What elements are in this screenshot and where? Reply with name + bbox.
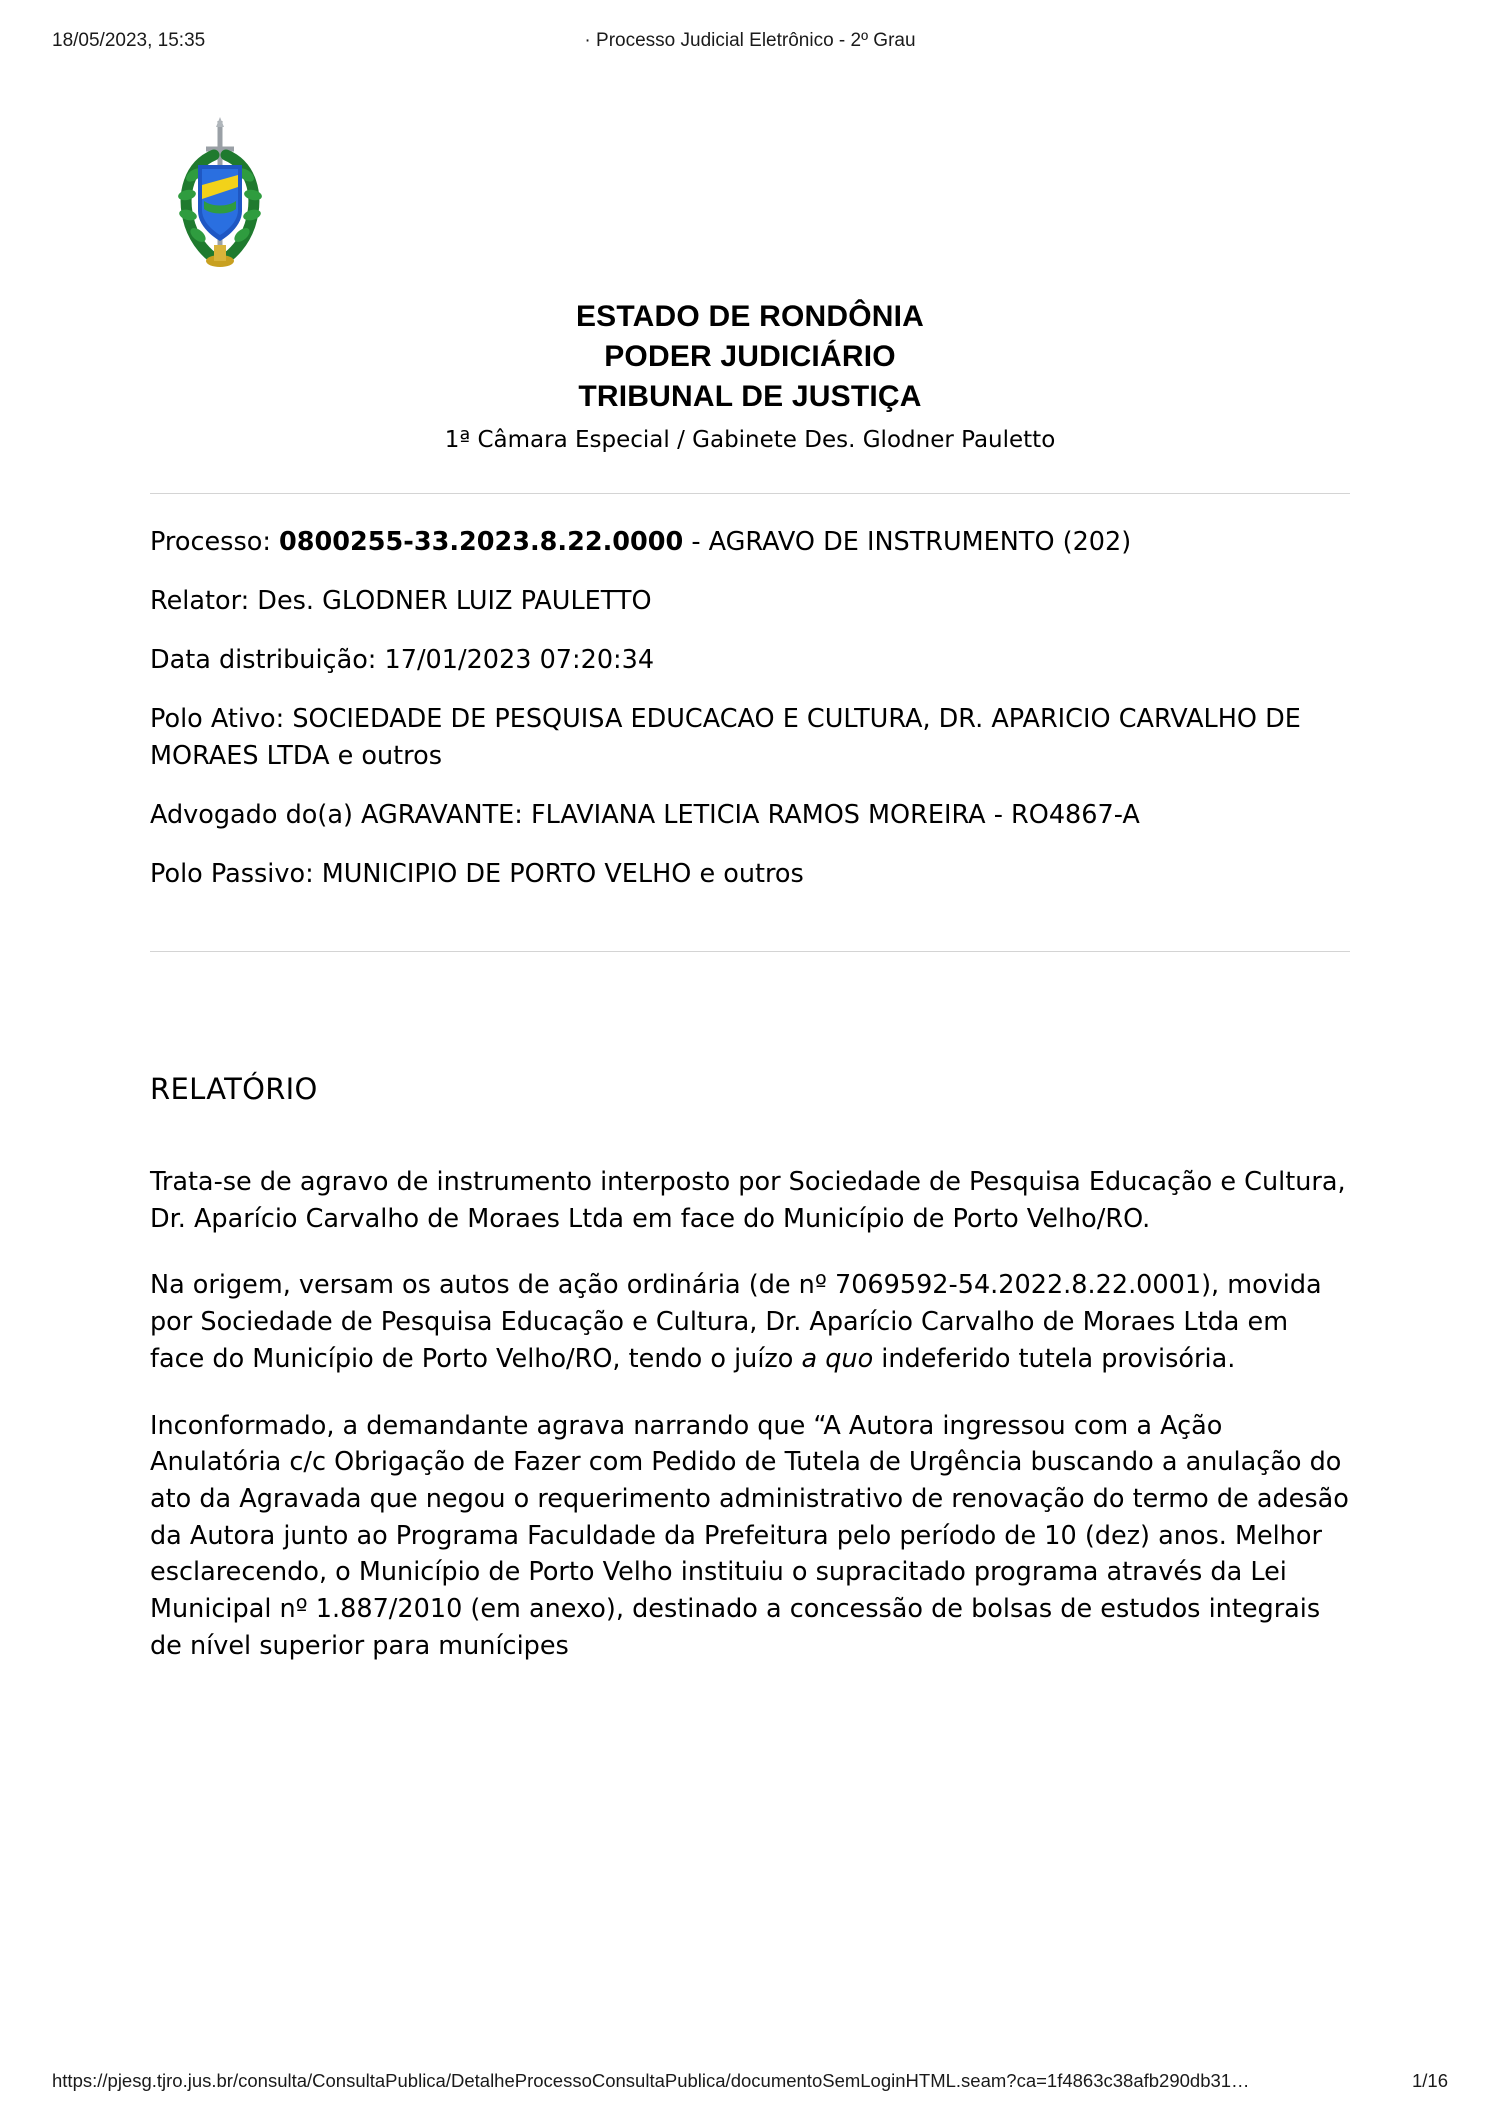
case-relator: Relator: Des. GLODNER LUIZ PAULETTO (150, 586, 652, 617)
case-process-label: Processo: (150, 527, 280, 558)
case-metadata (150, 524, 1350, 893)
report-paragraph-3-lead: Inconformado, a demandante agrava narrando que “ (150, 1410, 824, 1441)
report-paragraph-2-part2: indeferido tutela provisória. (873, 1343, 1236, 1374)
case-distribution-date: Data distribuição: 17/01/2023 07:20:34 (150, 645, 655, 676)
report-paragraph-1: Trata-se de agravo de instrumento interposto por Sociedade de Pesquisa Educação e Cultura, Dr. Aparício Carvalho de Moraes Ltda em face do Município de Porto Velho/RO. (150, 1166, 1346, 1234)
report-paragraph-3-intro (150, 1408, 1350, 1665)
court-name: TRIBUNAL DE JUSTIÇA (578, 379, 922, 413)
section-title-relatorio: RELATÓRIO (150, 1071, 318, 1106)
case-process-line (150, 524, 1350, 561)
case-process-suffix: - AGRAVO DE INSTRUMENTO (202) (683, 527, 1132, 558)
court-power: PODER JUDICIÁRIO (604, 339, 896, 373)
case-polo-ativo: Polo Ativo: SOCIEDADE DE PESQUISA EDUCACAO E CULTURA, DR. APARICIO CARVALHO DE MORAES LTDA e outros (150, 704, 1301, 772)
court-heading (150, 297, 1350, 457)
report-paragraph-2 (150, 1267, 1350, 1377)
court-chamber: 1ª Câmara Especial / Gabinete Des. Glodner Pauletto (444, 426, 1056, 453)
case-polo-passivo: Polo Passivo: MUNICIPIO DE PORTO VELHO e outros (150, 858, 804, 889)
case-process-number: 0800255-33.2023.8.22.0000 (279, 527, 684, 558)
print-header (0, 30, 1500, 54)
report-paragraph-2-part1: Na origem, versam os autos de ação ordinária (de nº 7069592-54.2022.8.22.0001), movida por Sociedade de Pesquisa Educação e Cultura, Dr. Aparício Carvalho de Moraes Ltda em face do Município de Porto Velho/RO, tendo o juízo (150, 1270, 1322, 1374)
court-state: ESTADO DE RONDÔNIA (575, 300, 925, 333)
coat-of-arms-icon (150, 115, 290, 275)
document-content (150, 100, 1350, 1695)
divider-bottom (150, 951, 1350, 952)
report-body (150, 1164, 1350, 1665)
case-advogado: Advogado do(a) AGRAVANTE: FLAVIANA LETICIA RAMOS MOREIRA - RO4867-A (150, 800, 1140, 831)
print-footer-page: 1/16 (1411, 2070, 1448, 2091)
divider-top (150, 493, 1350, 494)
print-footer (0, 2070, 1500, 2096)
report-paragraph-3-quote: A Autora ingressou com a Ação Anulatória c/c Obrigação de Fazer com Pedido de Tutela de Urgência buscando a anulação do ato da Agravada que negou o requerimento administrativo de renovação do termo de adesão da Autora junto ao Programa Faculdade da Prefeitura pelo período de 10 (dez) anos. Melhor esclarecendo, o Município de Porto Velho instituiu o supracitado programa através da Lei Municipal nº 1.887/2010 (em anexo), destinado a concessão de bolsas de estudos integrais de nível superior para munícipes (150, 1410, 1349, 1661)
report-paragraph-2-italic: a quo (801, 1343, 874, 1374)
print-header-date: 18/05/2023, 15:35 (52, 30, 206, 51)
print-footer-url: https://pjesg.tjro.jus.br/consulta/ConsultaPublica/DetalheProcessoConsultaPublica/documentoSemLoginHTML.seam?ca=1f4863c38afb290db31… (52, 2070, 1250, 2091)
print-header-title: · Processo Judicial Eletrônico - 2º Grau (584, 30, 916, 51)
